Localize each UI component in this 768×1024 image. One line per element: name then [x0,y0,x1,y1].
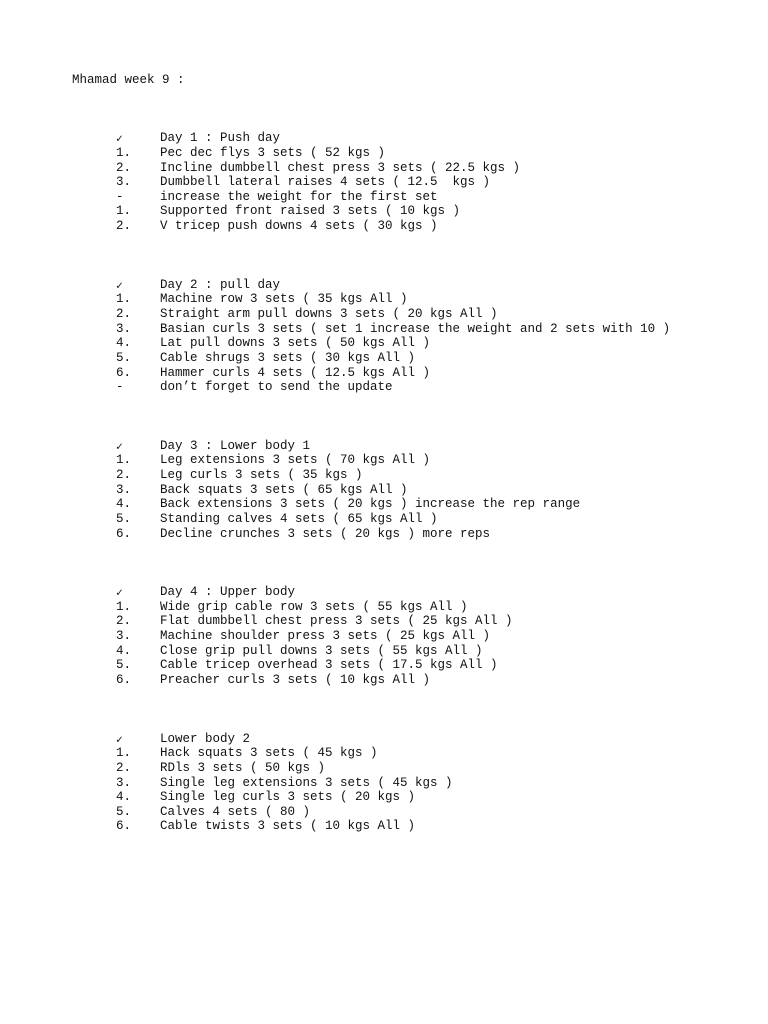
note-text: increase the weight for the first set [160,189,438,204]
list-item [0,512,768,527]
list-item [0,658,768,673]
document-title-line [0,73,768,88]
list-item-text: Dumbbell lateral raises 4 sets ( 12.5 kgs ) [160,175,491,190]
list-item-text: Basian curls 3 sets ( set 1 increase the weight and 2 sets with 10 ) [160,321,671,336]
list-item-text: Preacher curls 3 sets ( 10 kgs All ) [160,673,431,688]
list-item [0,746,768,761]
section-heading-text: Day 1 : Push day [160,131,281,146]
list-number: 5. [116,658,132,673]
list-item-text: Wide grip cable row 3 sets ( 55 kgs All ) [160,599,468,614]
list-number: 2. [116,614,132,629]
dash-bullet: - [116,189,124,204]
list-number: 1. [116,599,132,614]
list-item [0,204,768,219]
list-number: 3. [116,629,132,644]
list-number: 5. [116,511,132,526]
day-2-section [0,278,768,395]
section-heading [0,732,768,747]
list-item-text: Machine row 3 sets ( 35 kgs All ) [160,292,408,307]
list-item-text: Leg curls 3 sets ( 35 kgs ) [160,468,363,483]
list-item-text: Leg extensions 3 sets ( 70 kgs All ) [160,453,431,468]
document-title: Mhamad week 9 : [72,72,185,87]
list-item-text: RDls 3 sets ( 50 kgs ) [160,760,326,775]
list-item [0,453,768,468]
list-number: 1. [116,453,132,468]
check-mark-icon: ✓ [116,731,123,746]
document-page [0,73,768,834]
list-item-text: Hammer curls 4 sets ( 12.5 kgs All ) [160,365,431,380]
list-item-text: Pec dec flys 3 sets ( 52 kgs ) [160,145,386,160]
list-item [0,336,768,351]
list-item-text: Machine shoulder press 3 sets ( 25 kgs All ) [160,629,491,644]
list-item-text: Supported front raised 3 sets ( 10 kgs ) [160,204,461,219]
list-item [0,614,768,629]
list-item [0,219,768,234]
section-heading-text: Day 3 : Lower body 1 [160,438,311,453]
day-4-section [0,585,768,687]
list-number: 2. [116,160,132,175]
list-number: 5. [116,804,132,819]
list-number: 2. [116,306,132,321]
list-item-text: Flat dumbbell chest press 3 sets ( 25 kgs All ) [160,614,513,629]
list-number: 1. [116,204,132,219]
list-number: 1. [116,292,132,307]
list-number: 1. [116,746,132,761]
list-item-text: Back squats 3 sets ( 65 kgs All ) [160,482,408,497]
list-item [0,790,768,805]
list-item [0,805,768,820]
list-item-text: Standing calves 4 sets ( 65 kgs All ) [160,511,438,526]
list-number: 3. [116,321,132,336]
list-item [0,673,768,688]
check-mark-icon: ✓ [116,438,123,453]
section-heading-text: Day 4 : Upper body [160,585,296,600]
check-mark-icon: ✓ [116,585,123,600]
list-number: 2. [116,219,132,234]
list-item-text: Cable twists 3 sets ( 10 kgs All ) [160,819,416,834]
list-number: 4. [116,336,132,351]
list-item [0,527,768,542]
list-number: 4. [116,643,132,658]
list-item-text: Single leg curls 3 sets ( 20 kgs ) [160,790,416,805]
section-heading [0,585,768,600]
list-number: 4. [116,790,132,805]
list-item-text: Close grip pull downs 3 sets ( 55 kgs All ) [160,643,483,658]
list-number: 6. [116,526,132,541]
dash-bullet: - [116,380,124,395]
list-item [0,600,768,615]
list-item-text: Calves 4 sets ( 80 ) [160,804,311,819]
list-item [0,175,768,190]
list-item [0,146,768,161]
list-item-text: Decline crunches 3 sets ( 20 kgs ) more reps [160,526,491,541]
check-mark-icon: ✓ [116,277,123,292]
list-item [0,292,768,307]
section-heading [0,439,768,454]
list-number: 3. [116,775,132,790]
list-number: 2. [116,468,132,483]
list-item [0,307,768,322]
note-text: don’t forget to send the update [160,380,393,395]
list-number: 5. [116,350,132,365]
day-3-section [0,439,768,541]
section-heading-text: Day 2 : pull day [160,277,281,292]
list-number: 2. [116,760,132,775]
day-1-section [0,131,768,233]
list-item-text: Back extensions 3 sets ( 20 kgs ) increase the rep range [160,497,581,512]
list-number: 6. [116,673,132,688]
list-item [0,468,768,483]
list-item [0,483,768,498]
list-item-text: Cable tricep overhead 3 sets ( 17.5 kgs All ) [160,658,498,673]
list-item-text: Cable shrugs 3 sets ( 30 kgs All ) [160,350,416,365]
list-item-text: Incline dumbbell chest press 3 sets ( 22.5 kgs ) [160,160,521,175]
list-item [0,776,768,791]
list-item [0,161,768,176]
note-item [0,190,768,205]
list-item [0,497,768,512]
list-item [0,366,768,381]
list-number: 6. [116,819,132,834]
list-number: 3. [116,175,132,190]
list-item [0,819,768,834]
list-item-text: Hack squats 3 sets ( 45 kgs ) [160,746,378,761]
list-number: 3. [116,482,132,497]
list-number: 6. [116,365,132,380]
list-number: 1. [116,145,132,160]
list-item-text: Lat pull downs 3 sets ( 50 kgs All ) [160,336,431,351]
list-item-text: Straight arm pull downs 3 sets ( 20 kgs All ) [160,306,498,321]
list-item [0,644,768,659]
section-heading [0,131,768,146]
list-item-text: Single leg extensions 3 sets ( 45 kgs ) [160,775,453,790]
list-item-text: V tricep push downs 4 sets ( 30 kgs ) [160,219,438,234]
list-item [0,322,768,337]
list-item [0,761,768,776]
section-heading-text: Lower body 2 [160,731,251,746]
list-number: 4. [116,497,132,512]
check-mark-icon: ✓ [116,131,123,146]
note-item [0,380,768,395]
list-item [0,351,768,366]
section-heading [0,278,768,293]
lower-body-2-section [0,732,768,834]
list-item [0,629,768,644]
